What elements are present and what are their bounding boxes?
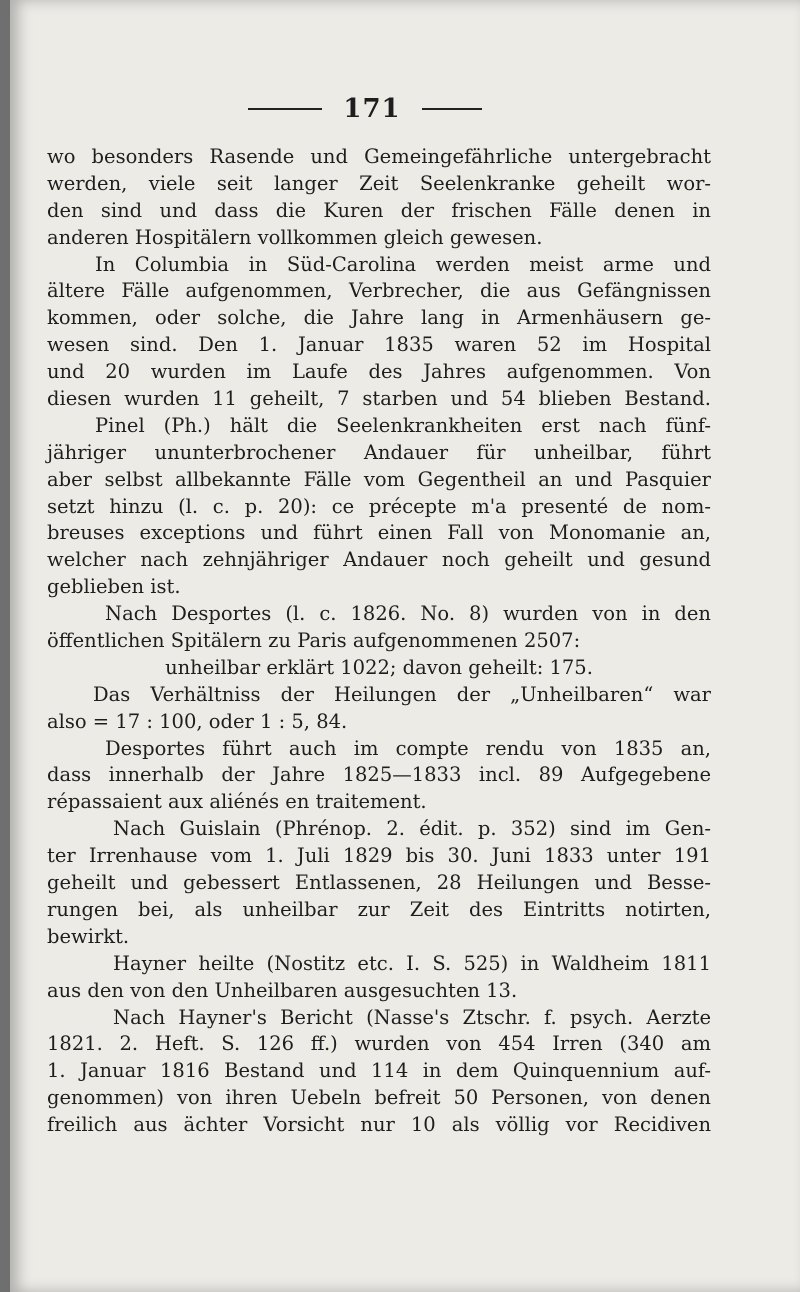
text-line: aber selbst allbekannte Fälle vom Gegentheil an und Pasquier (47, 467, 711, 491)
text-line: répassaient aux aliénés en traitement. (47, 790, 427, 814)
text-line: breuses exceptions und führt einen Fall von Monomanie an, (47, 521, 711, 545)
text-line: und 20 wurden im Laufe des Jahres aufgenommen. Von (47, 360, 711, 384)
text-line: also = 17 : 100, oder 1 : 5, 84. (47, 709, 348, 733)
header-rule-right (422, 108, 482, 110)
text-line: bewirkt. (47, 924, 130, 948)
text-line: In Columbia in Süd-Carolina werden meist arme und (95, 252, 711, 276)
text-line: Hayner heilte (Nostitz etc. I. S. 525) in Waldheim 1811 (113, 951, 711, 975)
text-line: genommen) von ihren Uebeln befreit 50 Personen, von denen (47, 1086, 711, 1110)
text-line: freilich aus ächter Vorsicht nur 10 als völlig vor Recidiven (47, 1113, 711, 1137)
text-line: diesen wurden 11 geheilt, 7 starben und 54 blieben Bestand. (47, 387, 711, 411)
text-line: öffentlichen Spitälern zu Paris aufgenommenen 2507: (47, 629, 581, 653)
text-line: Desportes führt auch im compte rendu von 1835 an, (105, 736, 711, 760)
text-line: Nach Hayner's Bericht (Nasse's Ztschr. f. psych. Aerzte (113, 1005, 711, 1029)
text-line: kommen, oder solche, die Jahre lang in Armenhäusern ge- (47, 306, 711, 330)
text-line: anderen Hospitälern vollkommen gleich gewesen. (47, 225, 543, 249)
body-text (47, 144, 711, 1139)
text-line: werden, viele seit langer Zeit Seelenkranke geheilt wor- (47, 171, 711, 195)
book-page (10, 0, 800, 1292)
text-line: 1. Januar 1816 Bestand und 114 in dem Quinquennium auf- (47, 1059, 711, 1083)
text-line: Nach Desportes (l. c. 1826. No. 8) wurden von in den (105, 602, 711, 626)
text-line: rungen bei, als unheilbar zur Zeit des Eintritts notirten, (47, 897, 711, 921)
text-line: unheilbar erklärt 1022; davon geheilt: 175. (165, 655, 593, 679)
text-line: Pinel (Ph.) hält die Seelenkrankheiten erst nach fünf- (95, 413, 711, 437)
text-line: Das Verhältniss der Heilungen der „Unheilbaren“ war (93, 682, 711, 706)
text-line: dass innerhalb der Jahre 1825—1833 incl. 89 Aufgegebene (47, 763, 711, 787)
text-line: aus den von den Unheilbaren ausgesuchten 13. (47, 978, 518, 1002)
text-line: ältere Fälle aufgenommen, Verbrecher, die aus Gefängnissen (47, 279, 711, 303)
text-line: wo besonders Rasende und Gemeingefährliche untergebracht (47, 145, 711, 168)
text-line: jähriger ununterbrochener Andauer für unheilbar, führt (47, 440, 711, 464)
text-line: den sind und dass die Kuren der frischen Fälle denen in (47, 198, 711, 222)
text-line: 1821. 2. Heft. S. 126 ff.) wurden von 454 Irren (340 am (47, 1032, 711, 1056)
text-line: geblieben ist. (47, 575, 181, 599)
text-line: wesen sind. Den 1. Januar 1835 waren 52 im Hospital (47, 333, 711, 357)
text-line: Nach Guislain (Phrénop. 2. édit. p. 352) sind im Gen- (113, 817, 711, 841)
text-line: ter Irrenhause vom 1. Juli 1829 bis 30. Juni 1833 unter 191 (47, 844, 711, 868)
page-number: 171 (343, 94, 401, 124)
page-header (10, 94, 800, 130)
text-line: welcher nach zehnjähriger Andauer noch geheilt und gesund (47, 548, 711, 572)
text-line: setzt hinzu (l. c. p. 20): ce précepte m'a presenté de nom- (47, 494, 711, 518)
text-line: geheilt und gebessert Entlassenen, 28 Heilungen und Besse- (47, 871, 711, 895)
header-rule-left (248, 108, 322, 110)
